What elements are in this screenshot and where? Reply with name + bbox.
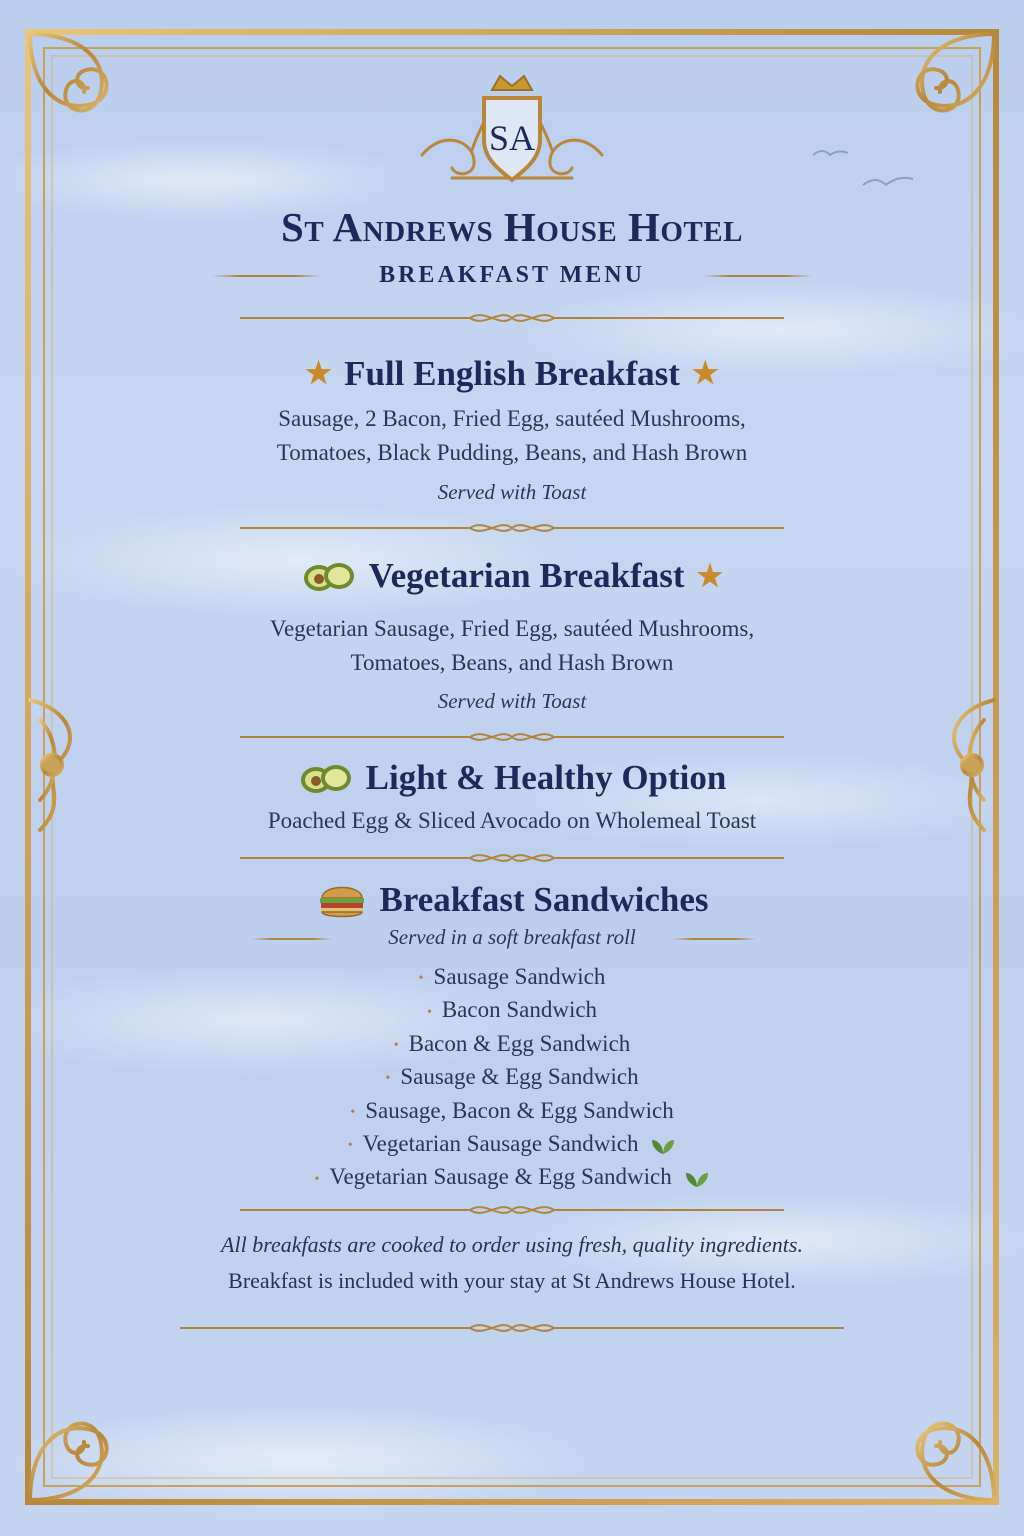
section-title-text: Breakfast Sandwiches: [379, 880, 709, 919]
sandwich-note: Served in a soft breakfast roll: [388, 925, 636, 949]
subtitle-rule-right: [702, 275, 812, 277]
birds-illustration: [808, 145, 918, 205]
section-title-text: Light & Healthy Option: [365, 758, 727, 797]
divider: [0, 848, 1024, 868]
list-item: • Bacon & Egg Sandwich: [393, 1030, 631, 1056]
list-item: • Sausage & Egg Sandwich: [385, 1064, 639, 1090]
list-item: • Sausage, Bacon & Egg Sandwich: [350, 1097, 674, 1123]
menu-subtitle: BREAKFAST MENU: [379, 262, 645, 288]
section-full-english-desc-1: Sausage, 2 Bacon, Fried Egg, sautéed Mushrooms,: [278, 406, 746, 431]
section-full-english-served: Served with Toast: [437, 480, 587, 504]
list-item: • Vegetarian Sausage & Egg Sandwich: [0, 1160, 1024, 1193]
footer-note-1: All breakfasts are cooked to order using fresh, quality ingredients.: [221, 1232, 803, 1257]
section-title-text: Vegetarian Breakfast: [368, 556, 685, 595]
star-icon: ★: [696, 559, 724, 593]
footer-note-2: Breakfast is included with your stay at St Andrews House Hotel.: [228, 1268, 796, 1293]
section-vegetarian-desc-2: Tomatoes, Beans, and Hash Brown: [350, 650, 674, 675]
divider: [0, 1318, 1024, 1338]
section-full-english-title: [0, 352, 1024, 394]
divider: [0, 308, 1024, 328]
section-light-desc: Poached Egg & Sliced Avocado on Wholemeal Toast: [267, 808, 757, 833]
section-vegetarian-title: [0, 556, 1024, 605]
monogram: SA: [488, 118, 536, 158]
section-full-english-desc-2: Tomatoes, Black Pudding, Beans, and Hash Brown: [276, 440, 748, 465]
leaf-icon: [684, 1169, 710, 1189]
avocado-icon: [301, 556, 357, 596]
sandwich-list: [0, 960, 1024, 1194]
sandwich-icon: [316, 878, 368, 922]
hotel-title: St Andrews House Hotel: [281, 204, 743, 250]
section-vegetarian-served: Served with Toast: [437, 689, 587, 713]
section-vegetarian-desc-1: Vegetarian Sausage, Fried Egg, sautéed Mushrooms,: [269, 616, 755, 641]
star-icon: ★: [305, 357, 333, 390]
star-icon: ★: [691, 357, 719, 390]
list-item: • Sausage Sandwich: [418, 964, 606, 989]
list-item: • Bacon Sandwich: [426, 997, 598, 1023]
subtitle-row: [212, 262, 812, 292]
divider: [0, 518, 1024, 538]
divider: [0, 1200, 1024, 1220]
avocado-icon: [298, 758, 354, 798]
divider: [0, 727, 1024, 747]
note-rule-right: [672, 938, 756, 940]
section-light-title: [0, 758, 1024, 807]
section-sandwiches-title: [0, 878, 1024, 931]
crest-emblem: [412, 60, 612, 190]
list-item: • Vegetarian Sausage Sandwich: [0, 1127, 1024, 1160]
section-title-text: Full English Breakfast: [344, 353, 680, 393]
leaf-icon: [650, 1136, 676, 1156]
